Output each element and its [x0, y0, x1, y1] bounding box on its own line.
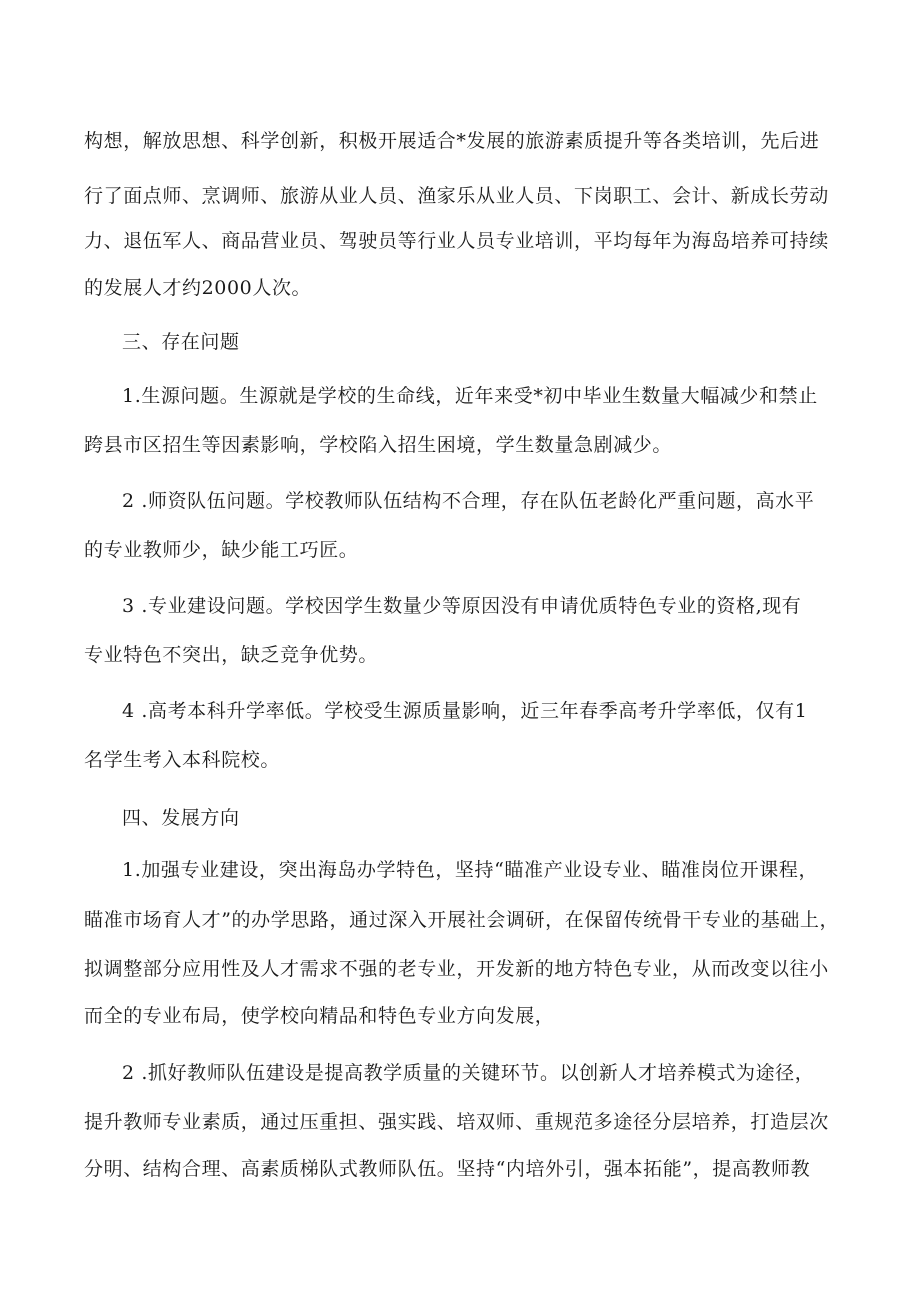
- text-line: 行了面点师、烹调师、旅游从业人员、渔家乐从业人员、下岗职工、会计、新成长劳动: [84, 185, 829, 207]
- text-line: 拟调整部分应用性及人才需求不强的老专业，开发新的地方特色专业，从而改变以往小: [84, 958, 829, 980]
- text-line: 专业特色不突出，缺乏竞争优势。: [84, 644, 379, 666]
- text-line: 2 .师资队伍问题。学校教师队伍结构不合理，存在队伍老龄化严重问题，高水平: [122, 490, 815, 512]
- text-line: 而全的专业布局，使学校向精品和特色专业方向发展，: [84, 1005, 555, 1027]
- text-line: 1.加强专业建设，突出海岛办学特色，坚持“瞄准产业设专业、瞄准岗位开课程，: [122, 859, 819, 881]
- text-line: 分明、结构合理、高素质梯队式教师队伍。坚持“内培外引，强本拓能”，提高教师教: [84, 1158, 811, 1180]
- text-line: 1.生源问题。生源就是学校的生命线，近年来受*初中毕业生数量大幅减少和禁止: [122, 385, 818, 407]
- text-line: 的发展人才约2000人次。: [84, 277, 312, 299]
- text-line: 跨县市区招生等因素影响，学校陷入招生困境，学生数量急剧减少。: [84, 434, 673, 456]
- text-line: 力、退伍军人、商品营业员、驾驶员等行业人员专业培训，平均每年为海岛培养可持续: [84, 230, 829, 252]
- text-line: 瞄准市场育人才”的办学思路，通过深入开展社会调研，在保留传统骨干专业的基础上，: [84, 909, 840, 931]
- text-line: 2 .抓好教师队伍建设是提高教学质量的关键环节。以创新人才培养模式为途径，: [122, 1062, 815, 1084]
- text-line: 的专业教师少，缺少能工巧匠。: [84, 539, 359, 561]
- section-heading: 四、发展方向: [122, 807, 240, 829]
- text-line: 名学生考入本科院校。: [84, 749, 281, 771]
- text-line: 提升教师专业素质，通过压重担、强实践、培双师、重规范多途径分层培养，打造层次: [84, 1111, 829, 1133]
- text-line: 4 .高考本科升学率低。学校受生源质量影响，近三年春季高考升学率低，仅有1: [122, 700, 808, 722]
- section-heading: 三、存在问题: [122, 331, 240, 353]
- text-line: 构想，解放思想、科学创新，积极开展适合*发展的旅游素质提升等各类培训，先后进: [84, 130, 820, 152]
- text-line: 3 .专业建设问题。学校因学生数量少等原因没有申请优质特色专业的资格,现有: [122, 595, 802, 617]
